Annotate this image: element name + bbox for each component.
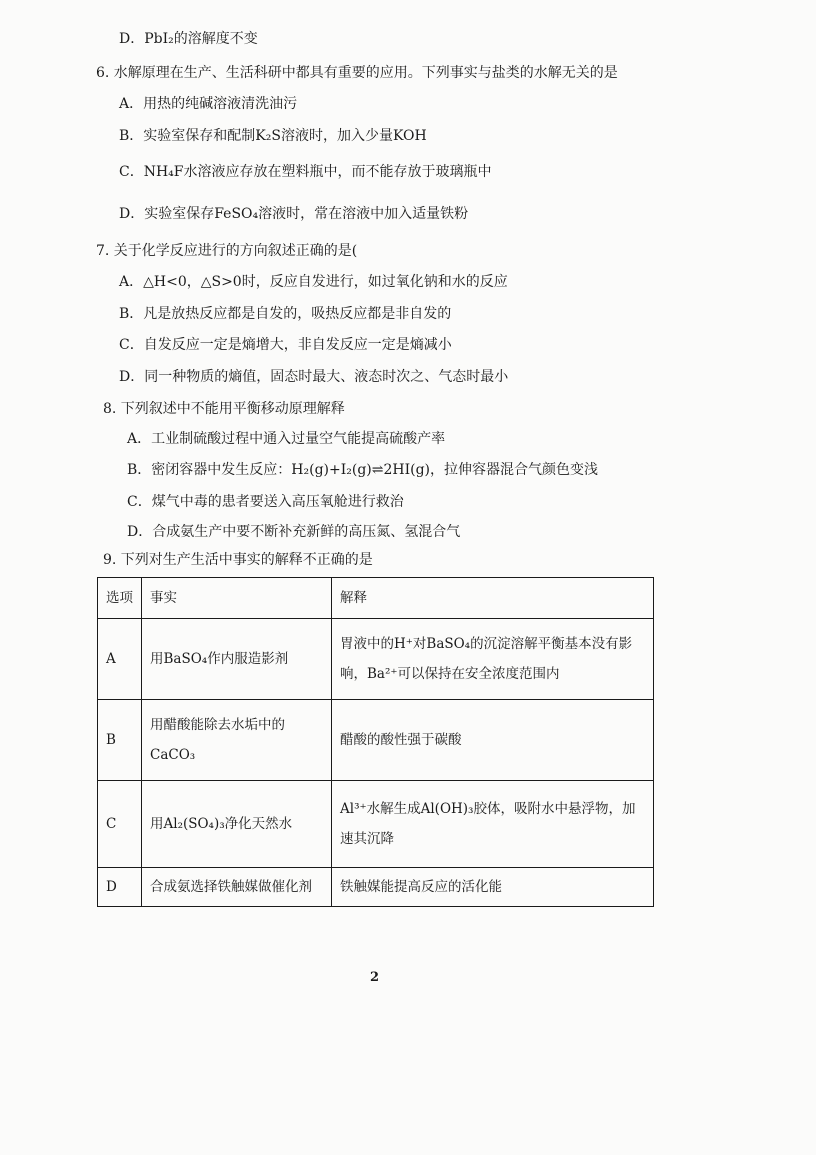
q7-stem: 7. 关于化学反应进行的方向叙述正确的是( <box>96 243 358 259</box>
row-a-explanation: 胃液中的H⁺对BaSO₄的沉淀溶解平衡基本没有影响，Ba²⁺可以保持在安全浓度范围内 <box>332 619 654 700</box>
q7-option-d: D．同一种物质的熵值，固态时最大、液态时次之、气态时最小 <box>119 369 509 385</box>
q8-option-c: C．煤气中毒的患者要送入高压氧舱进行救治 <box>127 494 404 510</box>
row-a-option: A <box>98 619 142 700</box>
row-d-fact: 合成氨选择铁触媒做催化剂 <box>142 868 332 907</box>
q9-table <box>97 577 654 907</box>
q7-option-c: C．自发反应一定是熵增大，非自发反应一定是熵减小 <box>119 337 452 353</box>
table-row <box>98 700 654 781</box>
row-c-explanation: Al³⁺水解生成Al(OH)₃胶体，吸附水中悬浮物，加速其沉降 <box>332 781 654 868</box>
q8-option-d: D．合成氨生产中要不断补充新鲜的高压氮、氢混合气 <box>127 524 461 540</box>
header-option: 选项 <box>98 578 142 619</box>
q6-option-c: C．NH₄F水溶液应存放在塑料瓶中，而不能存放于玻璃瓶中 <box>119 164 492 180</box>
row-c-option: C <box>98 781 142 868</box>
q6-option-a: A．用热的纯碱溶液清洗油污 <box>119 96 298 112</box>
table-header-row <box>98 578 654 619</box>
row-a-fact: 用BaSO₄作内服造影剂 <box>142 619 332 700</box>
row-b-fact: 用醋酸能除去水垢中的CaCO₃ <box>142 700 332 781</box>
q5-option-d: D．PbI₂的溶解度不变 <box>119 31 258 47</box>
row-b-explanation: 醋酸的酸性强于碳酸 <box>332 700 654 781</box>
q6-stem: 6. 水解原理在生产、生活科研中都具有重要的应用。下列事实与盐类的水解无关的是 <box>96 65 618 81</box>
row-b-option: B <box>98 700 142 781</box>
table-row <box>98 619 654 700</box>
header-explanation: 解释 <box>332 578 654 619</box>
q7-option-b: B．凡是放热反应都是自发的，吸热反应都是非自发的 <box>119 306 452 322</box>
q6-option-b: B．实验室保存和配制K₂S溶液时，加入少量KOH <box>119 128 427 144</box>
row-d-explanation: 铁触媒能提高反应的活化能 <box>332 868 654 907</box>
header-fact: 事实 <box>142 578 332 619</box>
q9-stem: 9. 下列对生产生活中事实的解释不正确的是 <box>103 552 373 568</box>
q7-option-a: A．△H<0，△S>0时，反应自发进行，如过氧化钠和水的反应 <box>119 274 508 290</box>
q8-stem: 8. 下列叙述中不能用平衡移动原理解释 <box>103 401 345 417</box>
q8-option-a: A．工业制硫酸过程中通入过量空气能提高硫酸产率 <box>127 431 446 447</box>
table-row <box>98 868 654 907</box>
q6-option-d: D．实验室保存FeSO₄溶液时，常在溶液中加入适量铁粉 <box>119 206 469 222</box>
table-row <box>98 781 654 868</box>
page-number: 2 <box>370 970 380 985</box>
row-d-option: D <box>98 868 142 907</box>
q8-option-b: B．密闭容器中发生反应：H₂(g)+I₂(g)⇌2HI(g)，拉伸容器混合气颜色变浅 <box>127 462 599 478</box>
row-c-fact: 用Al₂(SO₄)₃净化天然水 <box>142 781 332 868</box>
